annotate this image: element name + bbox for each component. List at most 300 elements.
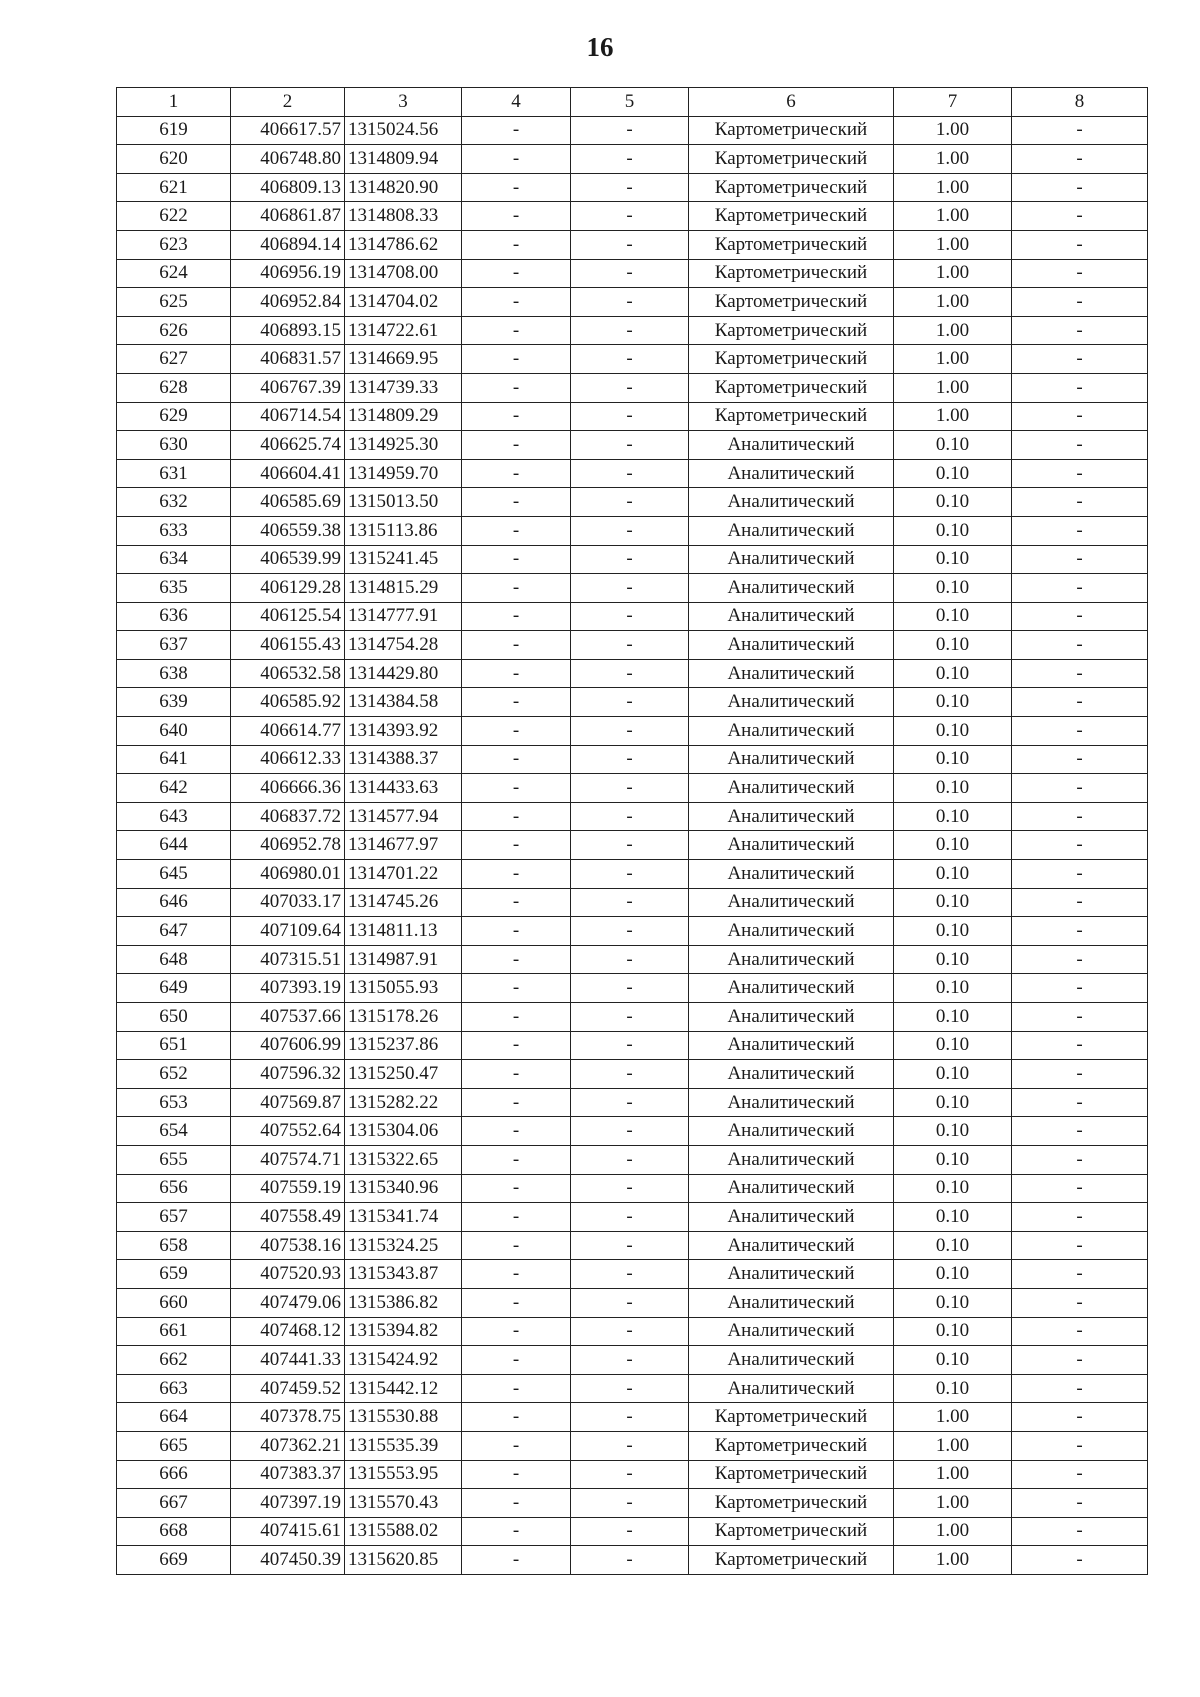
cell-col-5-value: - [571, 1060, 689, 1089]
cell-col-4-value: - [462, 717, 571, 746]
cell-accuracy: 0.10 [894, 431, 1012, 460]
cell-col-5-value: - [571, 1117, 689, 1146]
cell-col-5-value: - [571, 1346, 689, 1375]
cell-point-number: 651 [117, 1031, 231, 1060]
cell-col-4-value: - [462, 831, 571, 860]
cell-col-4-value: - [462, 316, 571, 345]
cell-method: Аналитический [689, 888, 894, 917]
cell-x-coordinate: 406129.28 [231, 574, 345, 603]
cell-point-number: 644 [117, 831, 231, 860]
cell-y-coordinate: 1315237.86 [345, 1031, 462, 1060]
cell-method: Аналитический [689, 860, 894, 889]
cell-col-8-value: - [1012, 774, 1148, 803]
cell-method: Картометрический [689, 1403, 894, 1432]
cell-method: Аналитический [689, 945, 894, 974]
cell-method: Аналитический [689, 688, 894, 717]
cell-col-8-value: - [1012, 745, 1148, 774]
cell-method: Картометрический [689, 402, 894, 431]
cell-point-number: 667 [117, 1489, 231, 1518]
table-row [117, 259, 1148, 288]
cell-y-coordinate: 1315620.85 [345, 1546, 462, 1575]
cell-point-number: 619 [117, 116, 231, 145]
cell-x-coordinate: 406539.99 [231, 545, 345, 574]
cell-col-5-value: - [571, 1031, 689, 1060]
cell-col-4-value: - [462, 745, 571, 774]
cell-col-5-value: - [571, 145, 689, 174]
cell-y-coordinate: 1314754.28 [345, 631, 462, 660]
cell-method: Аналитический [689, 745, 894, 774]
table-row [117, 1231, 1148, 1260]
cell-x-coordinate: 407574.71 [231, 1145, 345, 1174]
cell-col-8-value: - [1012, 116, 1148, 145]
cell-col-8-value: - [1012, 631, 1148, 660]
cell-y-coordinate: 1315341.74 [345, 1203, 462, 1232]
cell-point-number: 645 [117, 860, 231, 889]
cell-col-5-value: - [571, 688, 689, 717]
cell-method: Аналитический [689, 1260, 894, 1289]
cell-col-8-value: - [1012, 574, 1148, 603]
cell-col-4-value: - [462, 1174, 571, 1203]
cell-col-4-value: - [462, 1003, 571, 1032]
cell-col-5-value: - [571, 1374, 689, 1403]
table-row [117, 402, 1148, 431]
cell-accuracy: 0.10 [894, 1003, 1012, 1032]
cell-col-5-value: - [571, 373, 689, 402]
cell-col-4-value: - [462, 1346, 571, 1375]
cell-col-4-value: - [462, 860, 571, 889]
cell-x-coordinate: 407479.06 [231, 1288, 345, 1317]
cell-x-coordinate: 407537.66 [231, 1003, 345, 1032]
cell-col-8-value: - [1012, 602, 1148, 631]
table-row [117, 1431, 1148, 1460]
cell-col-5-value: - [571, 1203, 689, 1232]
table-row [117, 1203, 1148, 1232]
cell-col-5-value: - [571, 860, 689, 889]
cell-accuracy: 1.00 [894, 1431, 1012, 1460]
table-row [117, 659, 1148, 688]
cell-y-coordinate: 1314677.97 [345, 831, 462, 860]
cell-col-4-value: - [462, 1403, 571, 1432]
cell-x-coordinate: 406837.72 [231, 802, 345, 831]
cell-accuracy: 1.00 [894, 116, 1012, 145]
cell-accuracy: 0.10 [894, 659, 1012, 688]
cell-x-coordinate: 406767.39 [231, 373, 345, 402]
cell-col-4-value: - [462, 230, 571, 259]
cell-accuracy: 1.00 [894, 345, 1012, 374]
cell-col-8-value: - [1012, 1031, 1148, 1060]
cell-col-8-value: - [1012, 974, 1148, 1003]
cell-col-5-value: - [571, 173, 689, 202]
cell-col-5-value: - [571, 602, 689, 631]
table-row [117, 1088, 1148, 1117]
cell-y-coordinate: 1314577.94 [345, 802, 462, 831]
table-row [117, 688, 1148, 717]
cell-y-coordinate: 1314388.37 [345, 745, 462, 774]
cell-accuracy: 0.10 [894, 1117, 1012, 1146]
cell-col-8-value: - [1012, 402, 1148, 431]
cell-col-8-value: - [1012, 1288, 1148, 1317]
table-row [117, 1489, 1148, 1518]
cell-point-number: 658 [117, 1231, 231, 1260]
cell-x-coordinate: 407397.19 [231, 1489, 345, 1518]
cell-point-number: 649 [117, 974, 231, 1003]
cell-x-coordinate: 407441.33 [231, 1346, 345, 1375]
cell-accuracy: 0.10 [894, 1060, 1012, 1089]
cell-y-coordinate: 1315394.82 [345, 1317, 462, 1346]
cell-col-8-value: - [1012, 145, 1148, 174]
cell-y-coordinate: 1315588.02 [345, 1517, 462, 1546]
cell-point-number: 648 [117, 945, 231, 974]
page-number: 16 [586, 32, 614, 62]
cell-col-5-value: - [571, 1403, 689, 1432]
cell-x-coordinate: 407558.49 [231, 1203, 345, 1232]
cell-method: Аналитический [689, 974, 894, 1003]
cell-x-coordinate: 406559.38 [231, 516, 345, 545]
cell-x-coordinate: 407109.64 [231, 917, 345, 946]
cell-point-number: 646 [117, 888, 231, 917]
cell-y-coordinate: 1315386.82 [345, 1288, 462, 1317]
cell-col-5-value: - [571, 631, 689, 660]
table-row [117, 1003, 1148, 1032]
table-row [117, 1260, 1148, 1289]
cell-col-8-value: - [1012, 1403, 1148, 1432]
cell-point-number: 637 [117, 631, 231, 660]
cell-col-8-value: - [1012, 1203, 1148, 1232]
cell-accuracy: 0.10 [894, 888, 1012, 917]
table-row [117, 459, 1148, 488]
cell-x-coordinate: 407538.16 [231, 1231, 345, 1260]
cell-method: Картометрический [689, 1517, 894, 1546]
cell-point-number: 627 [117, 345, 231, 374]
table-row [117, 631, 1148, 660]
cell-point-number: 620 [117, 145, 231, 174]
cell-col-5-value: - [571, 1489, 689, 1518]
table-row [117, 974, 1148, 1003]
cell-col-4-value: - [462, 1460, 571, 1489]
cell-col-4-value: - [462, 945, 571, 974]
cell-y-coordinate: 1314429.80 [345, 659, 462, 688]
cell-point-number: 638 [117, 659, 231, 688]
table-row [117, 860, 1148, 889]
cell-y-coordinate: 1315055.93 [345, 974, 462, 1003]
cell-col-8-value: - [1012, 688, 1148, 717]
cell-method: Аналитический [689, 631, 894, 660]
table-row [117, 802, 1148, 831]
cell-point-number: 623 [117, 230, 231, 259]
cell-col-8-value: - [1012, 860, 1148, 889]
cell-method: Аналитический [689, 431, 894, 460]
cell-col-8-value: - [1012, 1174, 1148, 1203]
cell-y-coordinate: 1315113.86 [345, 516, 462, 545]
cell-x-coordinate: 407378.75 [231, 1403, 345, 1432]
cell-col-8-value: - [1012, 802, 1148, 831]
cell-col-4-value: - [462, 574, 571, 603]
cell-y-coordinate: 1314704.02 [345, 288, 462, 317]
cell-col-4-value: - [462, 116, 571, 145]
cell-x-coordinate: 406714.54 [231, 402, 345, 431]
cell-accuracy: 0.10 [894, 1031, 1012, 1060]
cell-col-8-value: - [1012, 717, 1148, 746]
cell-col-8-value: - [1012, 1546, 1148, 1575]
cell-y-coordinate: 1315024.56 [345, 116, 462, 145]
cell-x-coordinate: 406831.57 [231, 345, 345, 374]
table-row [117, 945, 1148, 974]
column-header-4: 4 [462, 88, 571, 117]
cell-accuracy: 1.00 [894, 373, 1012, 402]
cell-accuracy: 0.10 [894, 602, 1012, 631]
cell-col-8-value: - [1012, 945, 1148, 974]
cell-y-coordinate: 1315442.12 [345, 1374, 462, 1403]
cell-point-number: 642 [117, 774, 231, 803]
cell-point-number: 636 [117, 602, 231, 631]
cell-col-8-value: - [1012, 1317, 1148, 1346]
table-row [117, 545, 1148, 574]
table-row [117, 1031, 1148, 1060]
cell-method: Аналитический [689, 1346, 894, 1375]
cell-y-coordinate: 1314739.33 [345, 373, 462, 402]
cell-point-number: 653 [117, 1088, 231, 1117]
cell-col-5-value: - [571, 1431, 689, 1460]
cell-point-number: 624 [117, 259, 231, 288]
cell-col-4-value: - [462, 545, 571, 574]
cell-accuracy: 0.10 [894, 745, 1012, 774]
cell-method: Аналитический [689, 1088, 894, 1117]
cell-col-5-value: - [571, 574, 689, 603]
cell-col-5-value: - [571, 345, 689, 374]
cell-accuracy: 1.00 [894, 1546, 1012, 1575]
cell-x-coordinate: 406155.43 [231, 631, 345, 660]
table-row [117, 488, 1148, 517]
cell-x-coordinate: 406585.69 [231, 488, 345, 517]
cell-y-coordinate: 1314393.92 [345, 717, 462, 746]
cell-method: Картометрический [689, 288, 894, 317]
cell-point-number: 628 [117, 373, 231, 402]
table-row [117, 173, 1148, 202]
cell-method: Аналитический [689, 1317, 894, 1346]
cell-accuracy: 0.10 [894, 831, 1012, 860]
cell-col-4-value: - [462, 488, 571, 517]
cell-x-coordinate: 407468.12 [231, 1317, 345, 1346]
cell-x-coordinate: 406952.84 [231, 288, 345, 317]
cell-accuracy: 1.00 [894, 1489, 1012, 1518]
cell-method: Аналитический [689, 659, 894, 688]
cell-method: Аналитический [689, 1031, 894, 1060]
cell-col-5-value: - [571, 402, 689, 431]
cell-y-coordinate: 1315178.26 [345, 1003, 462, 1032]
cell-y-coordinate: 1315250.47 [345, 1060, 462, 1089]
cell-col-8-value: - [1012, 1517, 1148, 1546]
cell-col-4-value: - [462, 1317, 571, 1346]
cell-col-5-value: - [571, 659, 689, 688]
cell-point-number: 655 [117, 1145, 231, 1174]
cell-accuracy: 0.10 [894, 1260, 1012, 1289]
cell-x-coordinate: 406861.87 [231, 202, 345, 231]
cell-method: Аналитический [689, 1174, 894, 1203]
cell-point-number: 625 [117, 288, 231, 317]
cell-method: Аналитический [689, 1145, 894, 1174]
cell-y-coordinate: 1314433.63 [345, 774, 462, 803]
cell-col-4-value: - [462, 345, 571, 374]
table-row [117, 917, 1148, 946]
cell-x-coordinate: 407552.64 [231, 1117, 345, 1146]
cell-col-8-value: - [1012, 1088, 1148, 1117]
table-row [117, 1517, 1148, 1546]
cell-point-number: 621 [117, 173, 231, 202]
cell-accuracy: 1.00 [894, 1403, 1012, 1432]
cell-point-number: 633 [117, 516, 231, 545]
cell-col-4-value: - [462, 1203, 571, 1232]
cell-x-coordinate: 406893.15 [231, 316, 345, 345]
cell-method: Картометрический [689, 116, 894, 145]
cell-method: Аналитический [689, 545, 894, 574]
cell-col-5-value: - [571, 1231, 689, 1260]
cell-col-5-value: - [571, 774, 689, 803]
cell-point-number: 663 [117, 1374, 231, 1403]
cell-point-number: 641 [117, 745, 231, 774]
cell-col-4-value: - [462, 1374, 571, 1403]
cell-point-number: 666 [117, 1460, 231, 1489]
cell-col-8-value: - [1012, 516, 1148, 545]
cell-col-4-value: - [462, 774, 571, 803]
cell-x-coordinate: 406125.54 [231, 602, 345, 631]
cell-col-4-value: - [462, 1231, 571, 1260]
cell-accuracy: 0.10 [894, 774, 1012, 803]
cell-col-5-value: - [571, 717, 689, 746]
cell-point-number: 634 [117, 545, 231, 574]
cell-col-8-value: - [1012, 202, 1148, 231]
cell-y-coordinate: 1314809.94 [345, 145, 462, 174]
cell-point-number: 639 [117, 688, 231, 717]
cell-accuracy: 0.10 [894, 1088, 1012, 1117]
cell-method: Картометрический [689, 145, 894, 174]
column-header-3: 3 [345, 88, 462, 117]
table-row [117, 574, 1148, 603]
cell-point-number: 668 [117, 1517, 231, 1546]
cell-x-coordinate: 406894.14 [231, 230, 345, 259]
cell-x-coordinate: 406809.13 [231, 173, 345, 202]
cell-method: Аналитический [689, 459, 894, 488]
table-row [117, 145, 1148, 174]
cell-col-5-value: - [571, 888, 689, 917]
cell-x-coordinate: 407415.61 [231, 1517, 345, 1546]
cell-col-4-value: - [462, 602, 571, 631]
cell-x-coordinate: 407450.39 [231, 1546, 345, 1575]
cell-point-number: 622 [117, 202, 231, 231]
cell-col-5-value: - [571, 1174, 689, 1203]
cell-method: Картометрический [689, 316, 894, 345]
cell-col-4-value: - [462, 1031, 571, 1060]
cell-point-number: 630 [117, 431, 231, 460]
cell-accuracy: 0.10 [894, 1288, 1012, 1317]
cell-y-coordinate: 1314669.95 [345, 345, 462, 374]
cell-method: Картометрический [689, 1546, 894, 1575]
cell-col-8-value: - [1012, 373, 1148, 402]
cell-col-8-value: - [1012, 1003, 1148, 1032]
table-row [117, 1145, 1148, 1174]
cell-col-4-value: - [462, 1088, 571, 1117]
cell-x-coordinate: 406604.41 [231, 459, 345, 488]
cell-method: Картометрический [689, 1460, 894, 1489]
cell-method: Картометрический [689, 230, 894, 259]
cell-col-8-value: - [1012, 259, 1148, 288]
cell-col-8-value: - [1012, 316, 1148, 345]
table-row [117, 1117, 1148, 1146]
cell-method: Аналитический [689, 1288, 894, 1317]
cell-col-4-value: - [462, 459, 571, 488]
cell-accuracy: 0.10 [894, 1317, 1012, 1346]
cell-col-5-value: - [571, 316, 689, 345]
cell-col-8-value: - [1012, 1231, 1148, 1260]
cell-x-coordinate: 406666.36 [231, 774, 345, 803]
cell-point-number: 662 [117, 1346, 231, 1375]
cell-point-number: 632 [117, 488, 231, 517]
cell-y-coordinate: 1314925.30 [345, 431, 462, 460]
cell-col-8-value: - [1012, 345, 1148, 374]
cell-y-coordinate: 1315424.92 [345, 1346, 462, 1375]
cell-point-number: 647 [117, 917, 231, 946]
cell-col-5-value: - [571, 1317, 689, 1346]
cell-col-8-value: - [1012, 173, 1148, 202]
cell-method: Аналитический [689, 831, 894, 860]
cell-point-number: 626 [117, 316, 231, 345]
table-row [117, 774, 1148, 803]
cell-col-4-value: - [462, 373, 571, 402]
cell-point-number: 652 [117, 1060, 231, 1089]
cell-accuracy: 1.00 [894, 259, 1012, 288]
cell-col-4-value: - [462, 974, 571, 1003]
cell-col-5-value: - [571, 545, 689, 574]
cell-y-coordinate: 1314959.70 [345, 459, 462, 488]
table-row [117, 1403, 1148, 1432]
cell-method: Аналитический [689, 488, 894, 517]
header-row [117, 88, 1148, 117]
coordinates-table [116, 87, 1148, 1575]
cell-col-8-value: - [1012, 1060, 1148, 1089]
cell-y-coordinate: 1315340.96 [345, 1174, 462, 1203]
cell-col-8-value: - [1012, 288, 1148, 317]
table-row [117, 1346, 1148, 1375]
column-header-2: 2 [231, 88, 345, 117]
cell-x-coordinate: 406617.57 [231, 116, 345, 145]
cell-method: Аналитический [689, 574, 894, 603]
cell-y-coordinate: 1315013.50 [345, 488, 462, 517]
cell-accuracy: 1.00 [894, 145, 1012, 174]
cell-col-5-value: - [571, 116, 689, 145]
cell-col-5-value: - [571, 516, 689, 545]
cell-y-coordinate: 1314809.29 [345, 402, 462, 431]
cell-x-coordinate: 407315.51 [231, 945, 345, 974]
cell-y-coordinate: 1314745.26 [345, 888, 462, 917]
cell-accuracy: 0.10 [894, 545, 1012, 574]
cell-point-number: 656 [117, 1174, 231, 1203]
cell-point-number: 635 [117, 574, 231, 603]
cell-x-coordinate: 407362.21 [231, 1431, 345, 1460]
cell-y-coordinate: 1314722.61 [345, 316, 462, 345]
cell-point-number: 631 [117, 459, 231, 488]
cell-y-coordinate: 1314786.62 [345, 230, 462, 259]
cell-y-coordinate: 1315282.22 [345, 1088, 462, 1117]
cell-point-number: 643 [117, 802, 231, 831]
table-row [117, 745, 1148, 774]
cell-col-8-value: - [1012, 831, 1148, 860]
cell-accuracy: 0.10 [894, 1174, 1012, 1203]
column-header-7: 7 [894, 88, 1012, 117]
cell-col-8-value: - [1012, 230, 1148, 259]
cell-x-coordinate: 407520.93 [231, 1260, 345, 1289]
cell-col-5-value: - [571, 1145, 689, 1174]
cell-col-4-value: - [462, 1117, 571, 1146]
cell-col-4-value: - [462, 888, 571, 917]
